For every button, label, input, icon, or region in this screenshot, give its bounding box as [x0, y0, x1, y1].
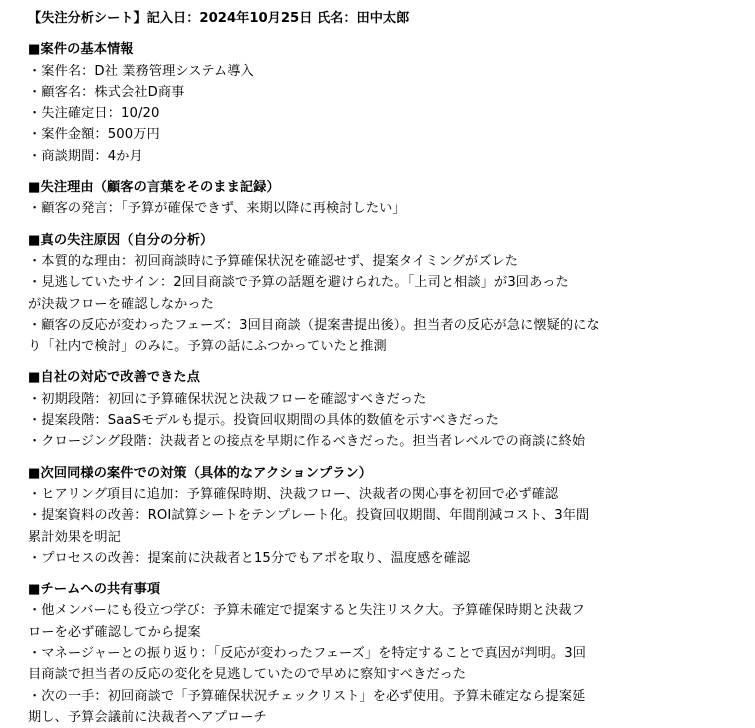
section-heading-improvements: ■自社の対応で改善できた点 [28, 370, 201, 386]
section-line: ・失注確定日：10/20 [28, 106, 160, 122]
section-line: ・案件金額：500万円 [28, 127, 160, 143]
section-line: ・見逃していたサイン：2回目商談で予算の話題を避けられた。「上司と相談」が3回あった [28, 275, 569, 291]
section-line: 累計効果を明記 [28, 529, 122, 545]
section-line: ・マネージャーとの振り返り：「反応が変わったフェーズ」を特定することで真因が判明。3回 [28, 646, 586, 662]
section-line: ・他メンバーにも役立つ学び：予算未確定で提案すると失注リスク大。予算確保時期と決裁フ [28, 603, 585, 619]
document-title: 【失注分析シート】記入日：2024年10月25日 氏名：田中太郎 [28, 11, 410, 26]
section-line: ・案件名：D社 業務管理システム導入 [28, 63, 254, 79]
spacer [28, 357, 743, 367]
section-line: ・初期段階：初回に予算確保状況と決裁フローを確認すべきだった [28, 391, 427, 407]
section-line: が決裁フローを確認しなかった [28, 296, 215, 312]
section-heading-basic-info: ■案件の基本情報 [28, 42, 134, 58]
section-line: ・本質的な理由：初回商談時に予算確保状況を確認せず、提案タイミングがズレた [28, 253, 519, 269]
section-line: ・プロセスの改善：提案前に決裁者と15分でもアポを取り、温度感を確認 [28, 550, 471, 566]
section-heading-team-sharing: ■チームへの共有事項 [28, 582, 161, 598]
section-line: 期し、予算会議前に決裁者へアプローチ [28, 709, 267, 725]
spacer [28, 569, 743, 579]
section-line: ・ヒアリング項目に追加：予算確保時期、決裁フロー、決裁者の関心事を初回で必ず確認 [28, 486, 559, 502]
section-heading-action-plan: ■次回同様の案件での対策（具体的なアクションプラン） [28, 465, 373, 481]
spacer [28, 167, 743, 177]
section-line: 目商談で担当者の反応の変化を見逃していたので早めに察知すべきだった [28, 667, 467, 683]
section-line: ・提案段階：SaaSモデルも提示。投資回収期間の具体的数値を示すべきだった [28, 413, 499, 429]
section-line: ・顧客の反応が変わったフェーズ：3回目商談（提案書提出後）。担当者の反応が急に懐疑的にな [28, 317, 600, 333]
section-heading-loss-reason: ■失注理由（顧客の言葉をそのまま記録） [28, 180, 280, 196]
section-line: ローを必ず確認してから提案 [28, 624, 201, 640]
section-line: り「社内で検討」のみに。予算の話にふつかっていたと推測 [28, 339, 387, 355]
spacer [28, 453, 743, 463]
section-line: ・顧客の発言：「予算が確保できず、来期以降に再検討したい」 [28, 201, 406, 217]
section-line: ・商談期間：4か月 [28, 148, 143, 164]
spacer [28, 29, 743, 39]
section-line: ・顧客名：株式会社D商事 [28, 84, 185, 100]
section-line: ・クロージング段階：決裁者との接点を早期に作るべきだった。担当者レベルでの商談に終始 [28, 434, 586, 450]
spacer [28, 220, 743, 230]
section-line: ・提案資料の改善：ROI試算シートをテンプレート化。投資回収期間、年間削減コスト、3年間 [28, 508, 590, 524]
section-heading-true-cause: ■真の失注原因（自分の分析） [28, 232, 214, 248]
section-line: ・次の一手：初回商談で「予算確保状況チェックリスト」を必ず使用。予算未確定なら提案延 [28, 688, 586, 704]
